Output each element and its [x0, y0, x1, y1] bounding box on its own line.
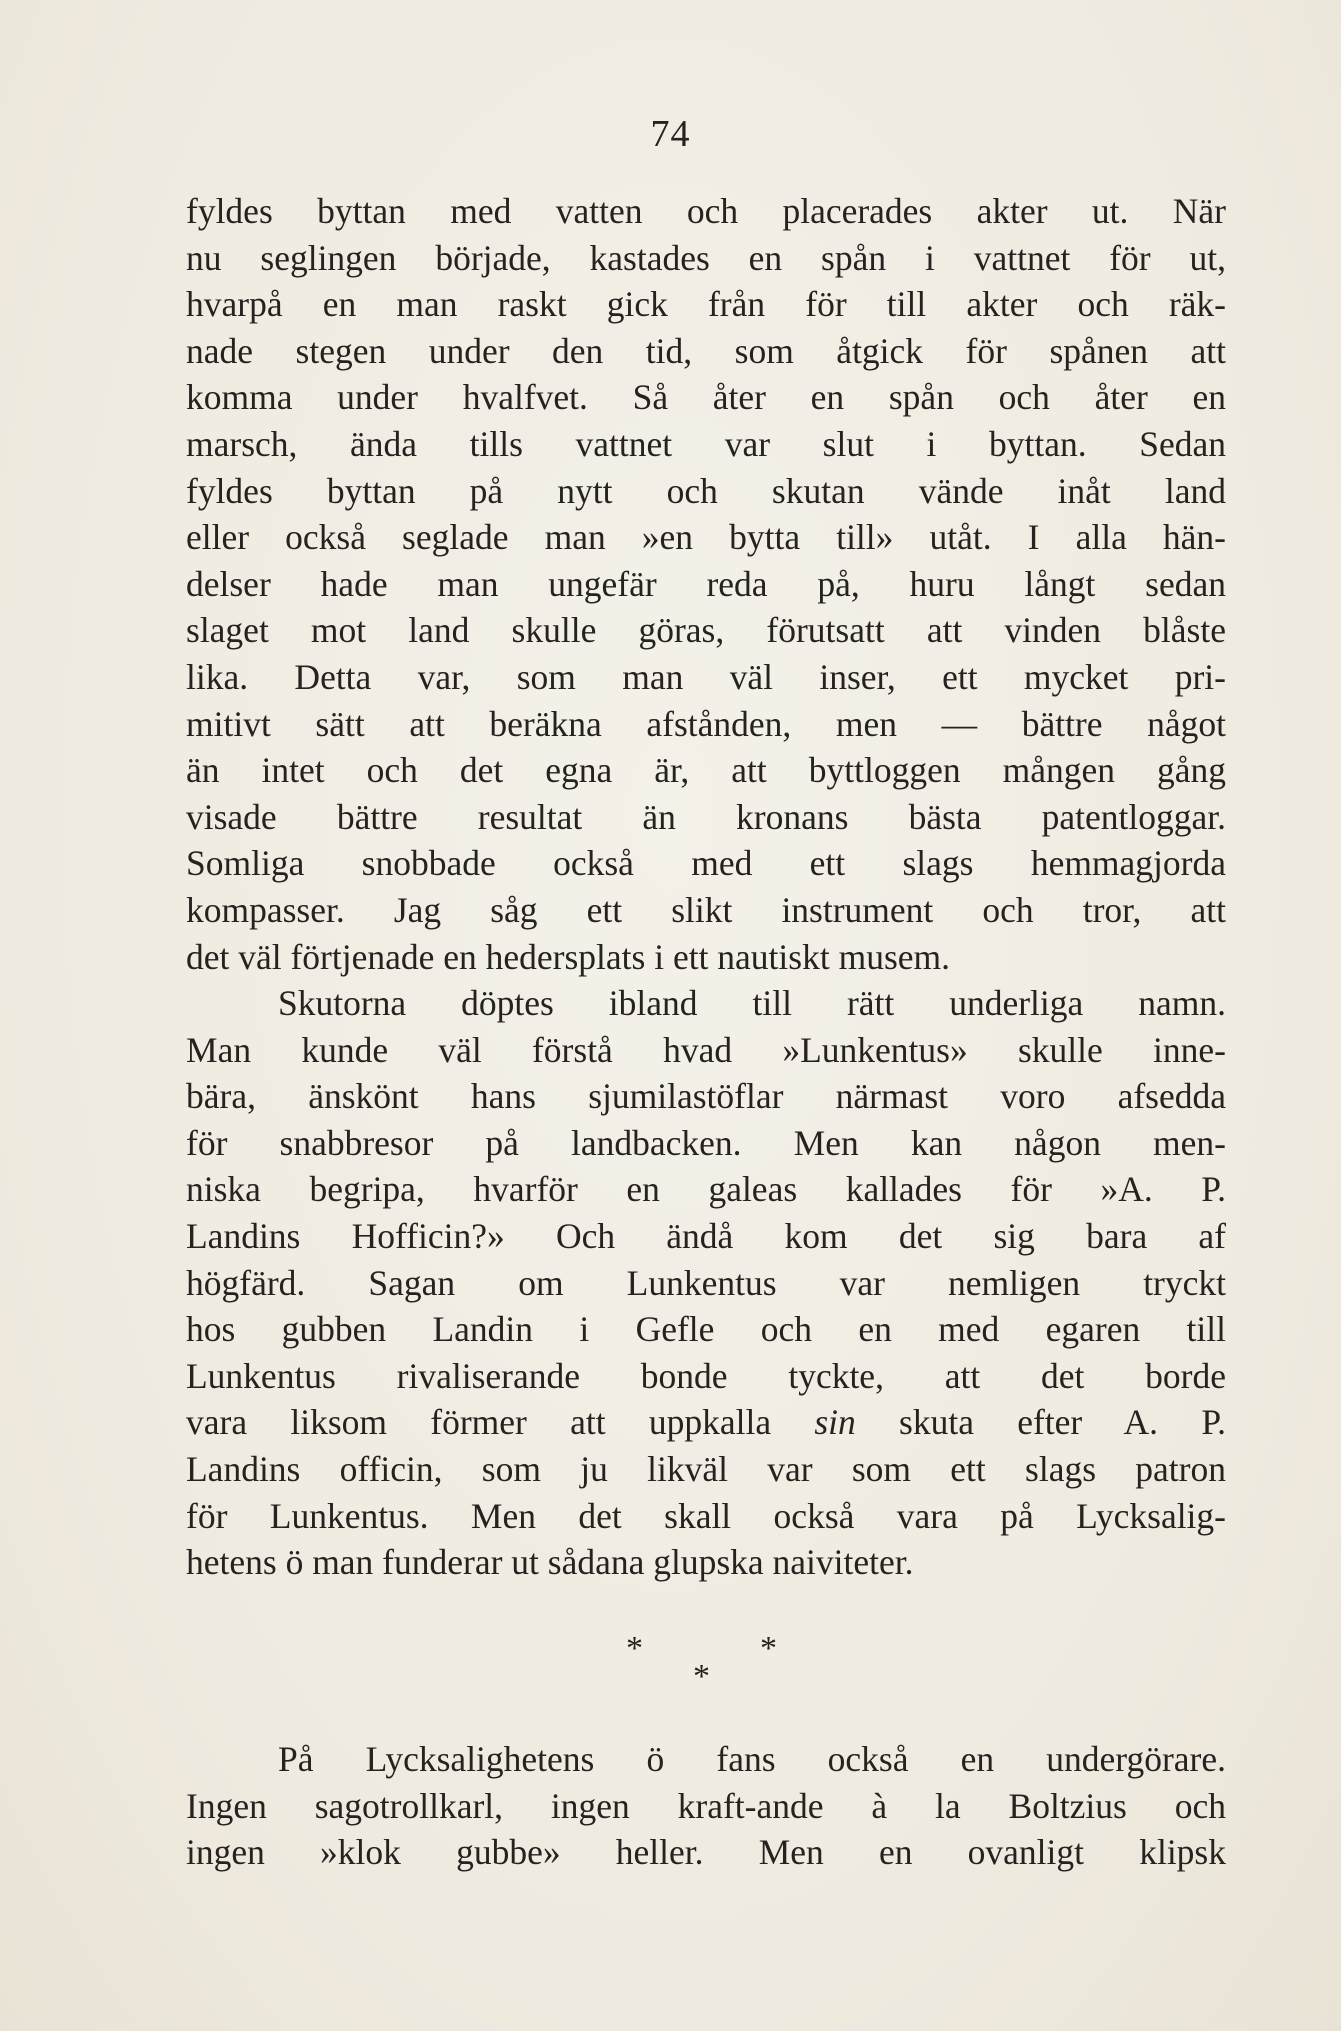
text-line: niska begripa, hvarför en galeas kallades för »A. P.	[186, 1169, 1226, 1210]
asterisk: *	[693, 1658, 710, 1695]
text-segment: vara liksom förmer att uppkalla	[186, 1402, 815, 1443]
text-line: fyldes byttan med vatten och placerades akter ut. När	[186, 191, 1226, 231]
text-segment: skuta efter A. P.	[855, 1402, 1227, 1443]
page-number: 74	[650, 113, 691, 155]
text-line: än intet och det egna är, att byttloggen mången gång	[186, 750, 1226, 791]
text-line: nade stegen under den tid, som åtgick för spånen att	[186, 330, 1226, 371]
text-line: delser hade man ungefär reda på, huru långt sedan	[186, 563, 1226, 604]
text-line: komma under hvalfvet. Så åter en spån och åter en	[186, 377, 1226, 418]
asterisk: *	[760, 1630, 777, 1667]
text-line: På Lycksalighetens ö fans också en undergörare.	[278, 1739, 1226, 1779]
text-line: hetens ö man funderar ut sådana glupska naiviteter.	[186, 1542, 914, 1583]
text-line: hvarpå en man raskt gick från för till akter och räk-	[186, 284, 1226, 325]
text-line: mitivt sätt att beräkna afstånden, men — bättre något	[186, 703, 1226, 744]
text-line: slaget mot land skulle göras, förutsatt att vinden blåste	[186, 610, 1226, 651]
text-line: lika. Detta var, som man väl inser, ett mycket pri-	[186, 656, 1226, 697]
text-line: kompasser. Jag såg ett slikt instrument och tror, att	[186, 889, 1226, 930]
text-line-with-italic	[186, 1399, 1226, 1446]
section-break-asterism	[0, 1630, 1341, 1700]
main-text-block	[186, 188, 1226, 1586]
text-line: för Lunkentus. Men det skall också vara på Lycksalig-	[186, 1495, 1226, 1536]
text-line: Somliga snobbade också med ett slags hemmagjorda	[186, 843, 1226, 884]
second-text-block	[186, 1736, 1226, 1876]
text-line: för snabbresor på landbacken. Men kan någon men-	[186, 1122, 1226, 1163]
text-line: marsch, ända tills vattnet var slut i byttan. Sedan	[186, 423, 1226, 464]
text-line: Lunkentus rivaliserande bonde tyckte, att det borde	[186, 1355, 1226, 1396]
text-line: ingen »klok gubbe» heller. Men en ovanligt klipsk	[186, 1832, 1226, 1873]
text-line: det väl förtjenade en hedersplats i ett nautiskt musem.	[186, 936, 951, 977]
text-line: hos gubben Landin i Gefle och en med egaren till	[186, 1309, 1226, 1350]
text-line: Skutorna döptes ibland till rätt underliga namn.	[278, 983, 1226, 1024]
text-line: högfärd. Sagan om Lunkentus var nemligen tryckt	[186, 1262, 1226, 1303]
italic-word: sin	[814, 1402, 856, 1443]
text-line: eller också seglade man »en bytta till» utåt. I alla hän-	[186, 517, 1226, 558]
text-line: nu seglingen började, kastades en spån i vattnet för ut,	[186, 237, 1226, 278]
text-line: Man kunde väl förstå hvad »Lunkentus» skulle inne-	[186, 1029, 1226, 1070]
text-line: fyldes byttan på nytt och skutan vände inåt land	[186, 470, 1226, 511]
text-line: Landins officin, som ju likväl var som ett slags patron	[186, 1449, 1226, 1490]
asterisk: *	[626, 1630, 643, 1667]
text-line: bära, änskönt hans sjumilastöflar närmast voro afsedda	[186, 1076, 1226, 1117]
text-line: visade bättre resultat än kronans bästa patentloggar.	[186, 796, 1226, 837]
text-line: Landins Hofficin?» Och ändå kom det sig bara af	[186, 1216, 1226, 1257]
text-line: Ingen sagotrollkarl, ingen kraft-ande à la Boltzius och	[186, 1785, 1226, 1826]
